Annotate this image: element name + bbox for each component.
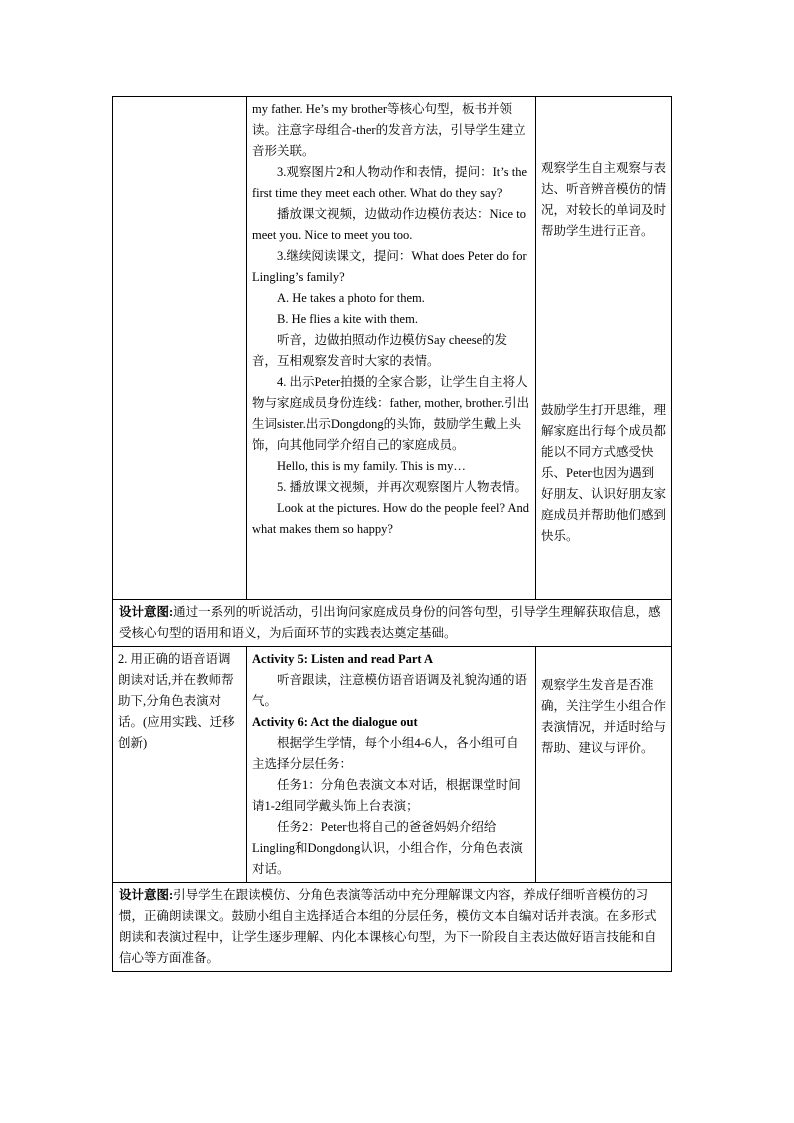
activity-paragraphs bbox=[252, 99, 530, 540]
activity-6-text-3: 任务2：Peter也将自己的爸爸妈妈介绍给Lingling和Dongdong认识，小组合作，分角色表演对话。 bbox=[252, 820, 523, 876]
objective-cell bbox=[113, 97, 247, 600]
design-intent-cell bbox=[113, 883, 672, 972]
table-row bbox=[113, 97, 672, 600]
activity-paragraph: 3.观察图片2和人物动作和表情，提问：It’s the first time they meet each other. What do they say? bbox=[252, 165, 527, 200]
activity-cell bbox=[247, 97, 536, 600]
design-intent-label: 设计意图: bbox=[119, 888, 174, 902]
activity-paragraph: B. He flies a kite with them. bbox=[277, 312, 418, 326]
table-row bbox=[113, 600, 672, 647]
design-intent-text: 引导学生在跟读模仿、分角色表演等活动中充分理解课文内容，养成仔细听音模仿的习惯，正确朗读课文。鼓励小组自主选择适合本组的分层任务，模仿文本自编对话并表演。在多形式朗读和表演过程中，让学生逐步理解、内化本课核心句型，为下一阶段自主表达做好语言技能和自信心等方面准备。 bbox=[119, 888, 657, 965]
activity-paragraph: 播放课文视频，边做动作边模仿表达：Nice to meet you. Nice to meet you too. bbox=[252, 207, 526, 242]
design-intent-label: 设计意图: bbox=[119, 605, 174, 619]
activity-6-text-1: 根据学生学情，每个小组4-6人，各小组可自主选择分层任务： bbox=[252, 736, 519, 771]
lesson-plan-table bbox=[112, 96, 672, 972]
activity-6-text-2: 任务1：分角色表演文本对话，根据课堂时间请1-2组同学戴头饰上台表演； bbox=[252, 778, 521, 813]
design-intent-text: 通过一系列的听说活动，引出询问家庭成员身份的问答句型，引导学生理解获取信息，感受核心句型的语用和语义，为后面环节的实践表达奠定基础。 bbox=[119, 605, 661, 640]
table-row bbox=[113, 883, 672, 972]
activity-cell bbox=[247, 647, 536, 883]
activity-paragraph: 听音，边做拍照动作边模仿Say cheese的发音，互相观察发音时大家的表情。 bbox=[252, 333, 508, 368]
activity-6-title: Activity 6: Act the dialogue out bbox=[252, 715, 418, 729]
activity-paragraph: my father. He’s my brother等核心句型，板书并领读。注意字母组合-ther的发音方法，引导学生建立音形关联。 bbox=[252, 102, 526, 158]
activity-paragraph: A. He takes a photo for them. bbox=[277, 291, 425, 305]
table-row bbox=[113, 647, 672, 883]
activity-paragraph: 3.继续阅读课文，提问：What does Peter do for Lingling’s family? bbox=[252, 249, 527, 284]
activity-paragraph: Hello, this is my family. This is my… bbox=[277, 459, 466, 473]
assessment-text-1: 观察学生自主观察与表达、听音辨音模仿的情况，对较长的单词及时帮助学生进行正音。 bbox=[541, 161, 667, 238]
assessment-text-2: 鼓励学生打开思维，理解家庭出行每个成员都能以不同方式感受快乐、Peter也因为遇到好朋友、认识好朋友家庭成员并帮助他们感到快乐。 bbox=[541, 403, 667, 543]
assessment-cell bbox=[536, 647, 672, 883]
design-intent-cell bbox=[113, 600, 672, 647]
lesson-plan-document bbox=[112, 96, 671, 972]
objective-text: 2. 用正确的语音语调朗读对话,并在教师帮助下,分角色表演对话。(应用实践、迁移创新) bbox=[118, 652, 235, 750]
activity-paragraph: Look at the pictures. How do the people feel? And what makes them so happy? bbox=[252, 501, 530, 536]
activity-5-text: 听音跟读，注意模仿语音语调及礼貌沟通的语气。 bbox=[252, 673, 528, 708]
activity-paragraph: 4. 出示Peter拍摄的全家合影，让学生自主将人物与家庭成员身份连线：father, mother, brother.引出生词sister.出示Dongdong的头饰，鼓励学生戴上头饰，向其他同学介绍自己的家庭成员。 bbox=[252, 375, 530, 452]
assessment-cell bbox=[536, 97, 672, 600]
activity-paragraph: 5. 播放课文视频，并再次观察图片人物表情。 bbox=[277, 480, 528, 494]
assessment-text-3: 观察学生发音是否准确，关注学生小组合作表演情况，并适时给与帮助、建议与评价。 bbox=[541, 678, 667, 755]
activity-5-title: Activity 5: Listen and read Part A bbox=[252, 652, 434, 666]
objective-cell bbox=[113, 647, 247, 883]
